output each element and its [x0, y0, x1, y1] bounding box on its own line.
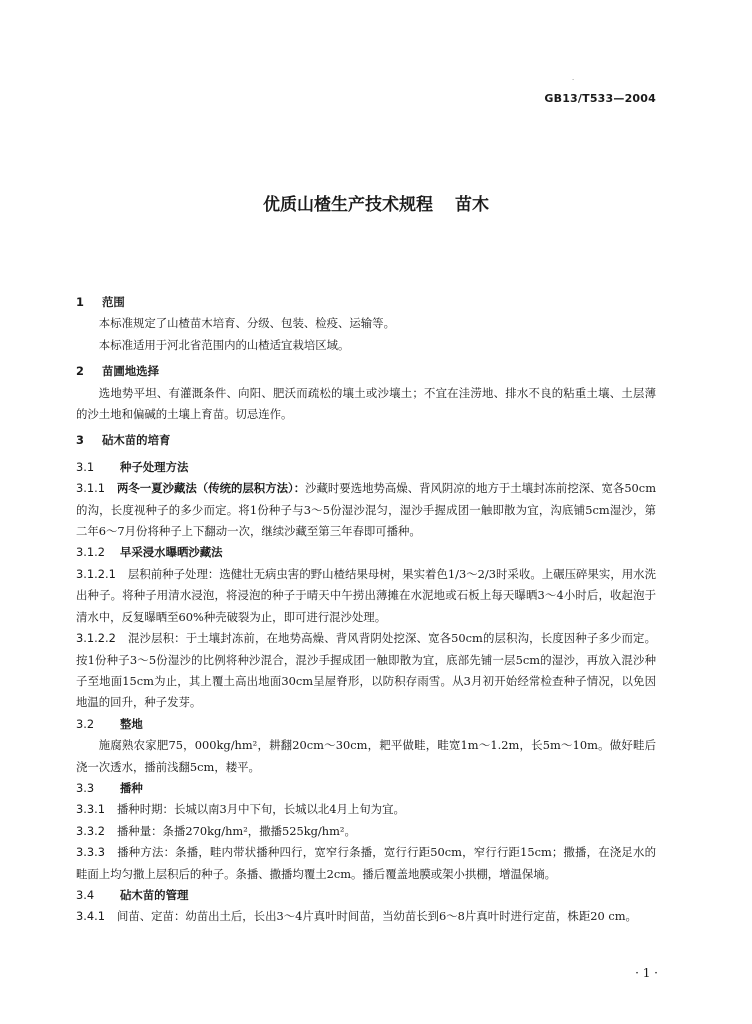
title-main: 优质山楂生产技术规程 — [263, 195, 433, 215]
section-heading: 2 苗圃地选择 — [76, 364, 159, 379]
scan-speck: · — [572, 77, 574, 84]
section-heading: 1 范围 — [76, 295, 125, 309]
clause: 3.1.2.2 混沙层积：于土壤封冻前，在地势高燥、背风背阴处挖深、宽各50cm的层积沟，长度因种子多少而定。按1份种子3～5份湿沙的比例将种沙混合，混沙手握成团一触即散为宜，底部先铺一层5cm的湿沙，再放入混沙种子至地面15cm为止，其上覆土高出地面30cm呈屋脊形，以防积存雨雪。从3月初开始经常检查种子情况，以免因地温的回升，种子发芽。 — [76, 631, 656, 710]
paragraph: 本标准规定了山楂苗木培育、分级、包装、检疫、运输等。 — [98, 316, 395, 331]
clause: 3.1.2.1 层积前种子处理：选健壮无病虫害的野山楂结果母树，果实着色1/3～2/3时采收。上碾压碎果实，用水洗出种子。将种子用清水浸泡，将浸泡的种子于晴天中午捞出薄摊在水泥地或石板上每天曝晒3～4小时后，收起泡于清水中，反复曝晒至60%种壳破裂为止，即可进行混沙处理。 — [76, 566, 656, 624]
subsection-heading: 3.1 种子处理方法 — [76, 459, 189, 474]
page-number: · 1 · — [635, 966, 658, 980]
paragraph: 选地势平坦、有灌溉条件、向阳、肥沃而疏松的壤土或沙壤土；不宜在洼涝地、排水不良的粘重土壤、土层薄的沙土地和偏碱的土壤上育苗。切忌连作。 — [76, 385, 656, 422]
document-title — [0, 190, 752, 215]
clause: 3.4.1 间苗、定苗：幼苗出土后，长出3～4片真叶时间苗，当幼苗长到6～8片真叶时进行定苗，株距20 cm。 — [76, 909, 637, 924]
subsection-heading: 3.4 砧木苗的管理 — [76, 887, 189, 902]
clause: 3.3.3 播种方法：条播，畦内带状播种四行，宽窄行条播，宽行行距50cm，窄行行距15cm；撒播，在浇足水的畦面上均匀撒上层积后的种子。条播、撒播均覆土2cm。播后覆盖地膜或架小拱棚，增温保墒。 — [76, 845, 656, 881]
standard-number: GB13/T533—2004 — [544, 92, 656, 105]
paragraph: 施腐熟农家肥75，000kg/hm²，耕翻20cm～30cm，耙平做畦，畦宽1m～1.2m，长5m～10m。做好畦后浇一次透水，播前浅翻5cm，耧平。 — [76, 738, 656, 774]
title-sub: 苗木 — [455, 195, 489, 215]
clause: 3.3.1 播种时期：长城以南3月中下旬，长城以北4月上旬为宜。 — [76, 802, 405, 817]
subsection-heading: 3.2 整地 — [76, 716, 143, 731]
clause: 3.3.2 播种量：条播270kg/hm²，撒播525kg/hm²。 — [76, 823, 356, 838]
document-body — [76, 292, 656, 928]
section-heading: 3 砧木苗的培育 — [76, 433, 171, 448]
subsection-heading: 3.1.2 早采浸水曝晒沙藏法 — [76, 545, 223, 560]
paragraph: 本标准适用于河北省范围内的山楂适宜栽培区域。 — [98, 337, 350, 352]
clause: 3.1.1 两冬一夏沙藏法（传统的层积方法）：沙藏时要选地势高燥、背风阴凉的地方于土壤封冻前挖深、宽各50cm的沟，长度视种子的多少而定。将1份种子与3～5份湿沙混匀，湿沙手握成团一触即散为宜，沟底铺5cm湿沙，第二年6～7月份将种子上下翻动一次，继续沙藏至第三年春即可播种。 — [76, 481, 656, 539]
subsection-heading: 3.3 播种 — [76, 780, 143, 795]
